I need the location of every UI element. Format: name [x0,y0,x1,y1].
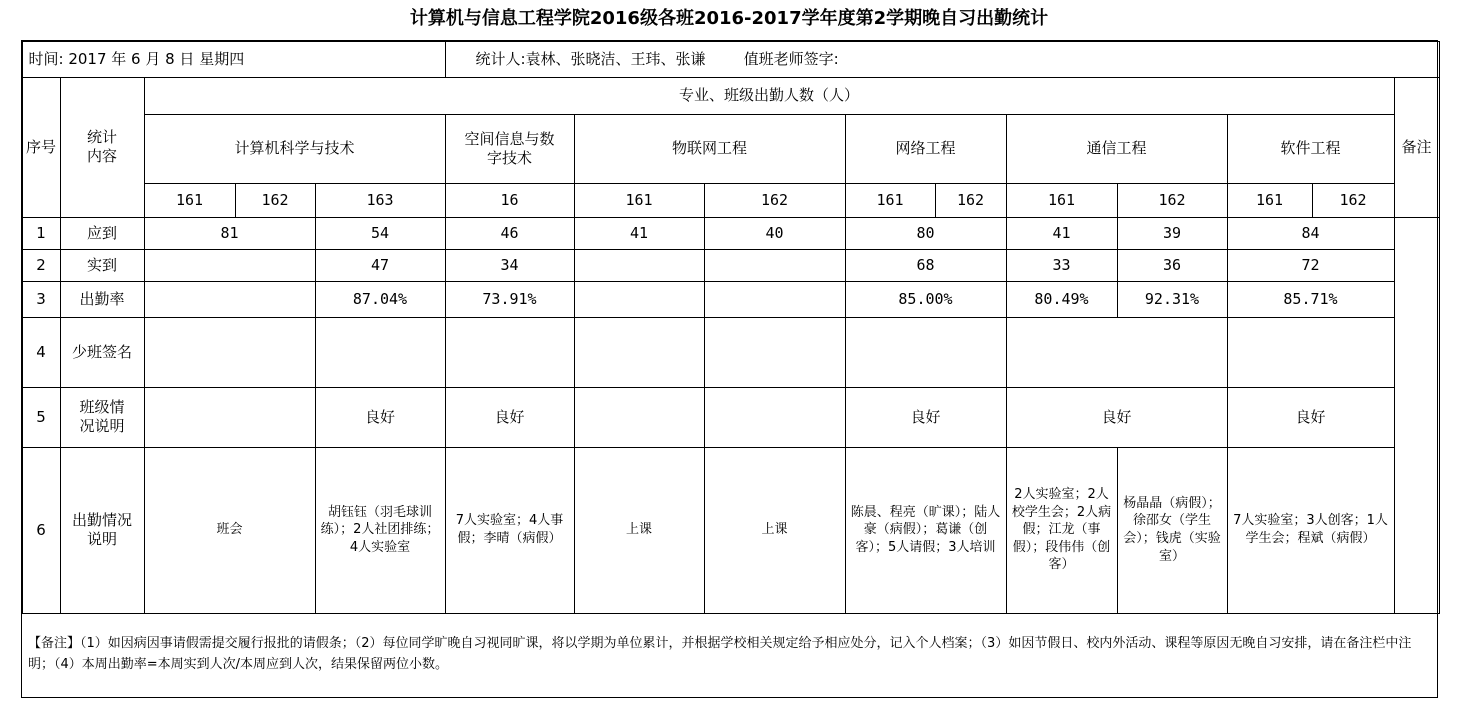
row-number: 6 [22,447,61,614]
header-seq: 序号 [22,77,61,218]
actual-cell: 33 [1006,249,1118,282]
signature-cell [574,317,705,388]
class-header: 161 [845,183,936,218]
condition-cell: 良好 [445,387,575,448]
attendance-sheet [21,40,1438,698]
major-header: 空间信息与数 字技术 [445,114,575,184]
signature-cell [144,317,316,388]
detail-cell: 胡钰钰（羽毛球训练）；2人社团排练；4人实验室 [315,447,446,614]
info-time: 时间: 2017 年 6 月 8 日 星期四 [22,41,446,78]
header-remark: 备注 [1394,77,1440,218]
detail-cell: 2人实验室；2人校学生会；2人病假；江龙（事假）；段伟伟（创客） [1006,447,1118,614]
signature-cell [1227,317,1395,388]
class-header: 161 [1006,183,1118,218]
condition-cell: 良好 [1006,387,1228,448]
class-header: 163 [315,183,446,218]
detail-cell: 班会 [144,447,316,614]
row-label: 班级情 况说明 [60,387,145,448]
due-cell: 41 [574,217,705,250]
rate-cell: 85.00% [845,281,1007,318]
condition-cell: 良好 [315,387,446,448]
row-label: 出勤情况 说明 [60,447,145,614]
detail-cell: 杨晶晶（病假）；徐邵女（学生会）；钱虎（实验室） [1117,447,1228,614]
rate-cell: 73.91% [445,281,575,318]
condition-cell: 良好 [1227,387,1395,448]
page-title: 计算机与信息工程学院2016级各班2016-2017学年度第2学期晚自习出勤统计 [409,8,1049,29]
detail-cell: 上课 [704,447,846,614]
major-header: 软件工程 [1227,114,1395,184]
actual-cell: 68 [845,249,1007,282]
class-header: 161 [1227,183,1313,218]
signature-cell [315,317,446,388]
condition-cell [144,387,316,448]
rate-cell [144,281,316,318]
rate-cell: 87.04% [315,281,446,318]
remark-cell [1394,217,1440,614]
major-header: 计算机科学与技术 [144,114,446,184]
row-number: 4 [22,317,61,388]
detail-cell: 陈晨、程亮（旷课）；陆人豪（病假）；葛谦（创客）；5人请假；3人培训 [845,447,1007,614]
condition-cell: 良好 [845,387,1007,448]
row-number: 5 [22,387,61,448]
rate-cell [704,281,846,318]
major-header: 网络工程 [845,114,1007,184]
signature-cell [845,317,1007,388]
signature-cell [704,317,846,388]
header-group: 专业、班级出勤人数（人） [144,77,1395,115]
detail-cell: 7人实验室；4人事假；李晴（病假） [445,447,575,614]
info-sign: 值班老师签字: [743,49,839,68]
class-header: 162 [704,183,846,218]
actual-cell: 72 [1227,249,1395,282]
rate-cell: 80.49% [1006,281,1118,318]
rate-cell: 85.71% [1227,281,1395,318]
info-stat: 统计人:袁林、张晓洁、王玮、张谦 [475,49,706,68]
due-cell: 84 [1227,217,1395,250]
actual-cell: 47 [315,249,446,282]
class-header: 162 [1117,183,1228,218]
row-number: 2 [22,249,61,282]
condition-cell [704,387,846,448]
due-cell: 54 [315,217,446,250]
class-header: 161 [574,183,705,218]
condition-cell [574,387,705,448]
detail-cell: 上课 [574,447,705,614]
class-header: 162 [235,183,316,218]
actual-cell: 36 [1117,249,1228,282]
due-cell: 81 [144,217,316,250]
row-number: 1 [22,217,61,250]
actual-cell: 34 [445,249,575,282]
class-header: 162 [935,183,1007,218]
class-header: 161 [144,183,236,218]
row-label: 应到 [60,217,145,250]
row-label: 少班签名 [60,317,145,388]
actual-cell [704,249,846,282]
actual-cell [574,249,705,282]
due-cell: 80 [845,217,1007,250]
header-content: 统计 内容 [60,77,145,218]
due-cell: 41 [1006,217,1118,250]
signature-cell [445,317,575,388]
major-header: 物联网工程 [574,114,846,184]
due-cell: 39 [1117,217,1228,250]
rate-cell [574,281,705,318]
row-number: 3 [22,281,61,318]
info-right [445,41,1440,78]
due-cell: 40 [704,217,846,250]
rate-cell: 92.31% [1117,281,1228,318]
major-header: 通信工程 [1006,114,1228,184]
row-label: 实到 [60,249,145,282]
signature-cell [1006,317,1228,388]
detail-cell: 7人实验室；3人创客；1人学生会；程斌（病假） [1227,447,1395,614]
class-header: 16 [445,183,575,218]
class-header: 162 [1312,183,1395,218]
footnote: 【备注】（1）如因病因事请假需提交履行报批的请假条；（2）每位同学旷晚自习视同旷课，将以学期为单位累计，并根据学校相关规定给予相应处分，记入个人档案；（3）如因节假日、校内外活动、课程等原因无晚自习安排，请在备注栏中注明；（4）本周出勤率=本周实到人次/本周应到人次，结果保留两位小数。 [28,636,1412,673]
due-cell: 46 [445,217,575,250]
actual-cell [144,249,316,282]
row-label: 出勤率 [60,281,145,318]
